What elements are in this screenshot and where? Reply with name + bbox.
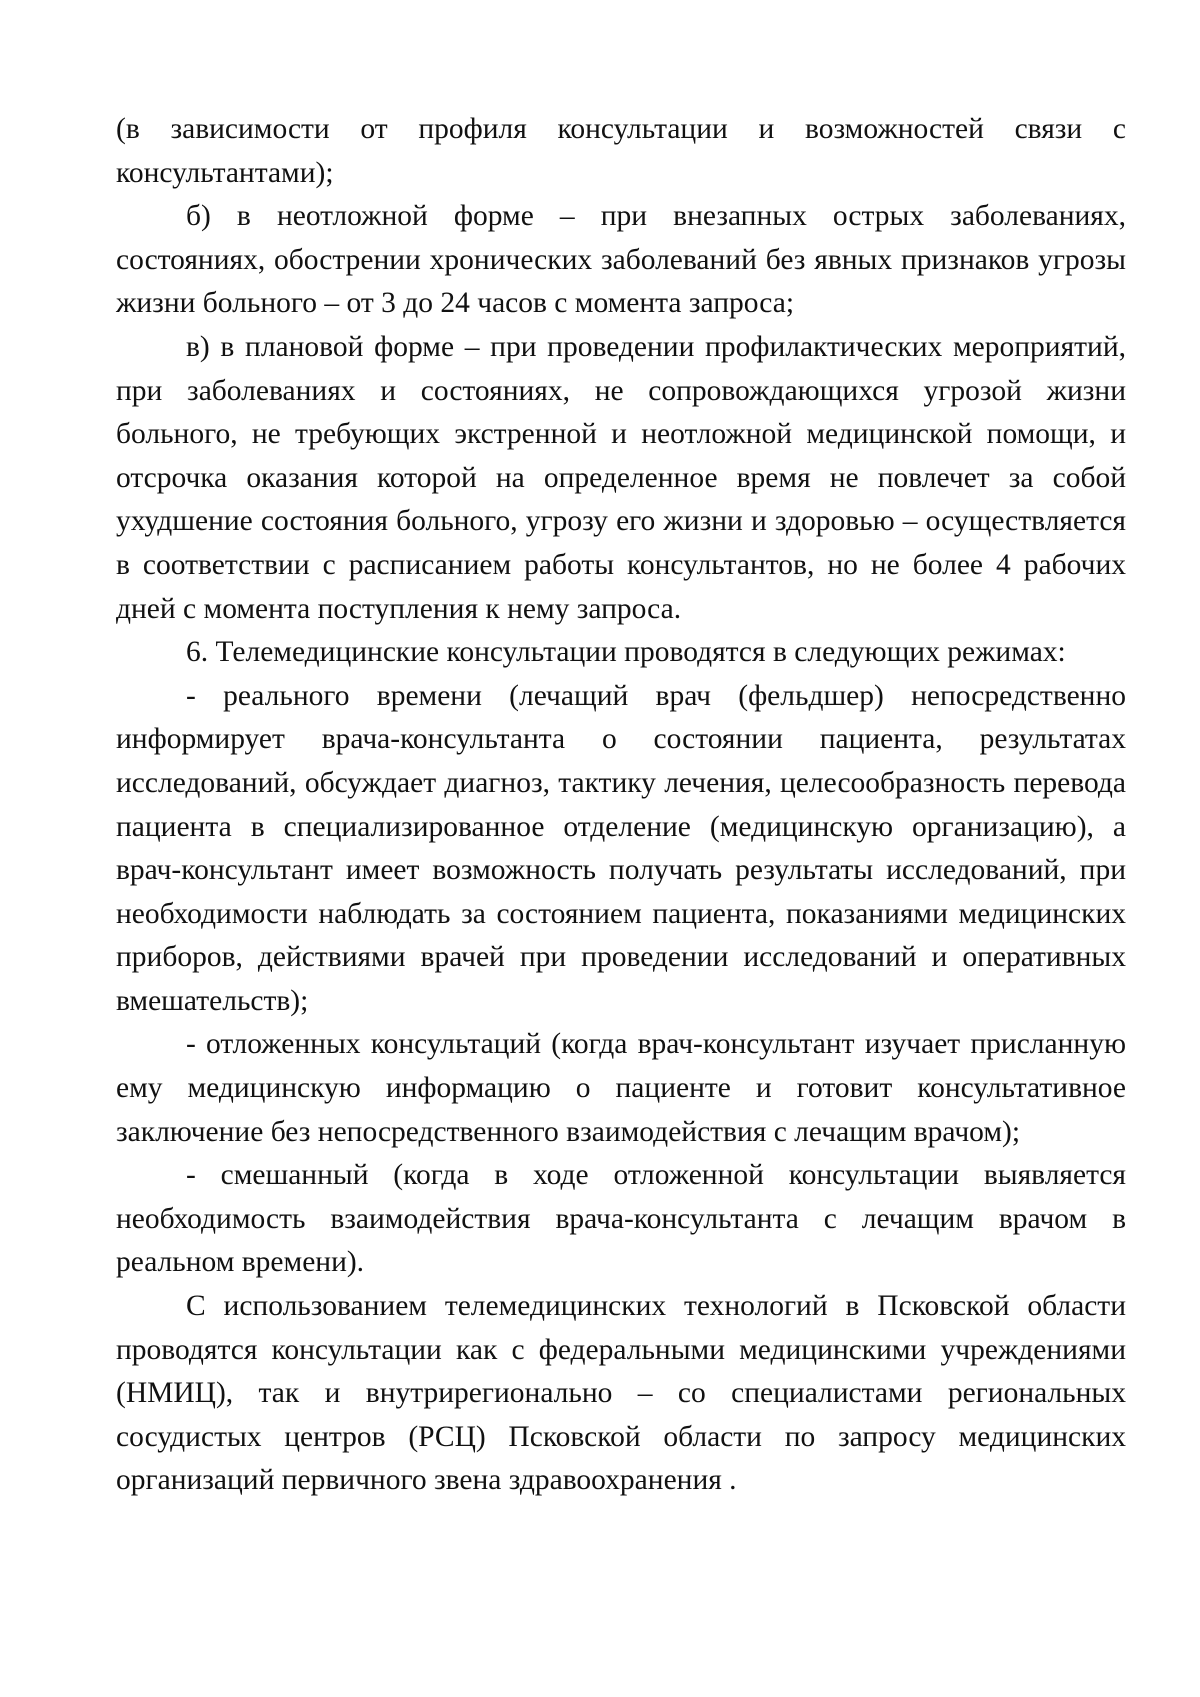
paragraph-realtime-mode: - реального времени (лечащий врач (фельдшер) непосредственно информирует врача-консультанта о состоянии пациента, результатах исследований, обсуждает диагноз, тактику лечения, целесообразность перевода пациента в специализированное отделение (медицинскую организацию), а врач-консультант имеет возможность получать результаты исследований, при необходимости наблюдать за состоянием пациента, показаниями медицинских приборов, действиями врачей при проведении исследований и оперативных вмешательств); bbox=[116, 679, 1126, 1017]
paragraph-urgent-form: б) в неотложной форме – при внезапных острых заболеваниях, состояниях, обострении хронических заболеваний без явных признаков угрозы жизни больного – от 3 до 24 часов с момента запроса; bbox=[116, 200, 1126, 320]
paragraph-deferred-mode: - отложенных консультаций (когда врач-консультант изучает присланную ему медицинскую информацию о пациенте и готовит консультативное заключение без непосредственного взаимодействия с лечащим врачом); bbox=[116, 1028, 1126, 1148]
document-page bbox=[116, 108, 1126, 1503]
paragraph-continuation: (в зависимости от профиля консультации и возможностей связи с консультантами); bbox=[116, 113, 1126, 189]
paragraph-consultation-modes-heading: 6. Телемедицинские консультации проводятся в следующих режимах: bbox=[186, 636, 1066, 669]
paragraph-mixed-mode: - смешанный (когда в ходе отложенной консультации выявляется необходимость взаимодействия врача-консультанта с лечащим врачом в реальном времени). bbox=[116, 1159, 1126, 1279]
paragraph-planned-form: в) в плановой форме – при проведении профилактических мероприятий, при заболеваниях и состояниях, не сопровождающихся угрозой жизни больного, не требующих экстренной и неотложной медицинской помощи, и отсрочка оказания которой на определенное время не повлечет за собой ухудшение состояния больного, угрозу его жизни и здоровью – осуществляется в соответствии с расписанием работы консультантов, но не более 4 рабочих дней с момента поступления к нему запроса. bbox=[116, 330, 1126, 625]
paragraph-pskov-telemedicine: С использованием телемедицинских технологий в Псковской области проводятся консультации как с федеральными медицинскими учреждениями (НМИЦ), так и внутрирегионально – со специалистами региональных сосудистых центров (РСЦ) Псковской области по запросу медицинских организаций первичного звена здравоохранения . bbox=[116, 1290, 1126, 1497]
